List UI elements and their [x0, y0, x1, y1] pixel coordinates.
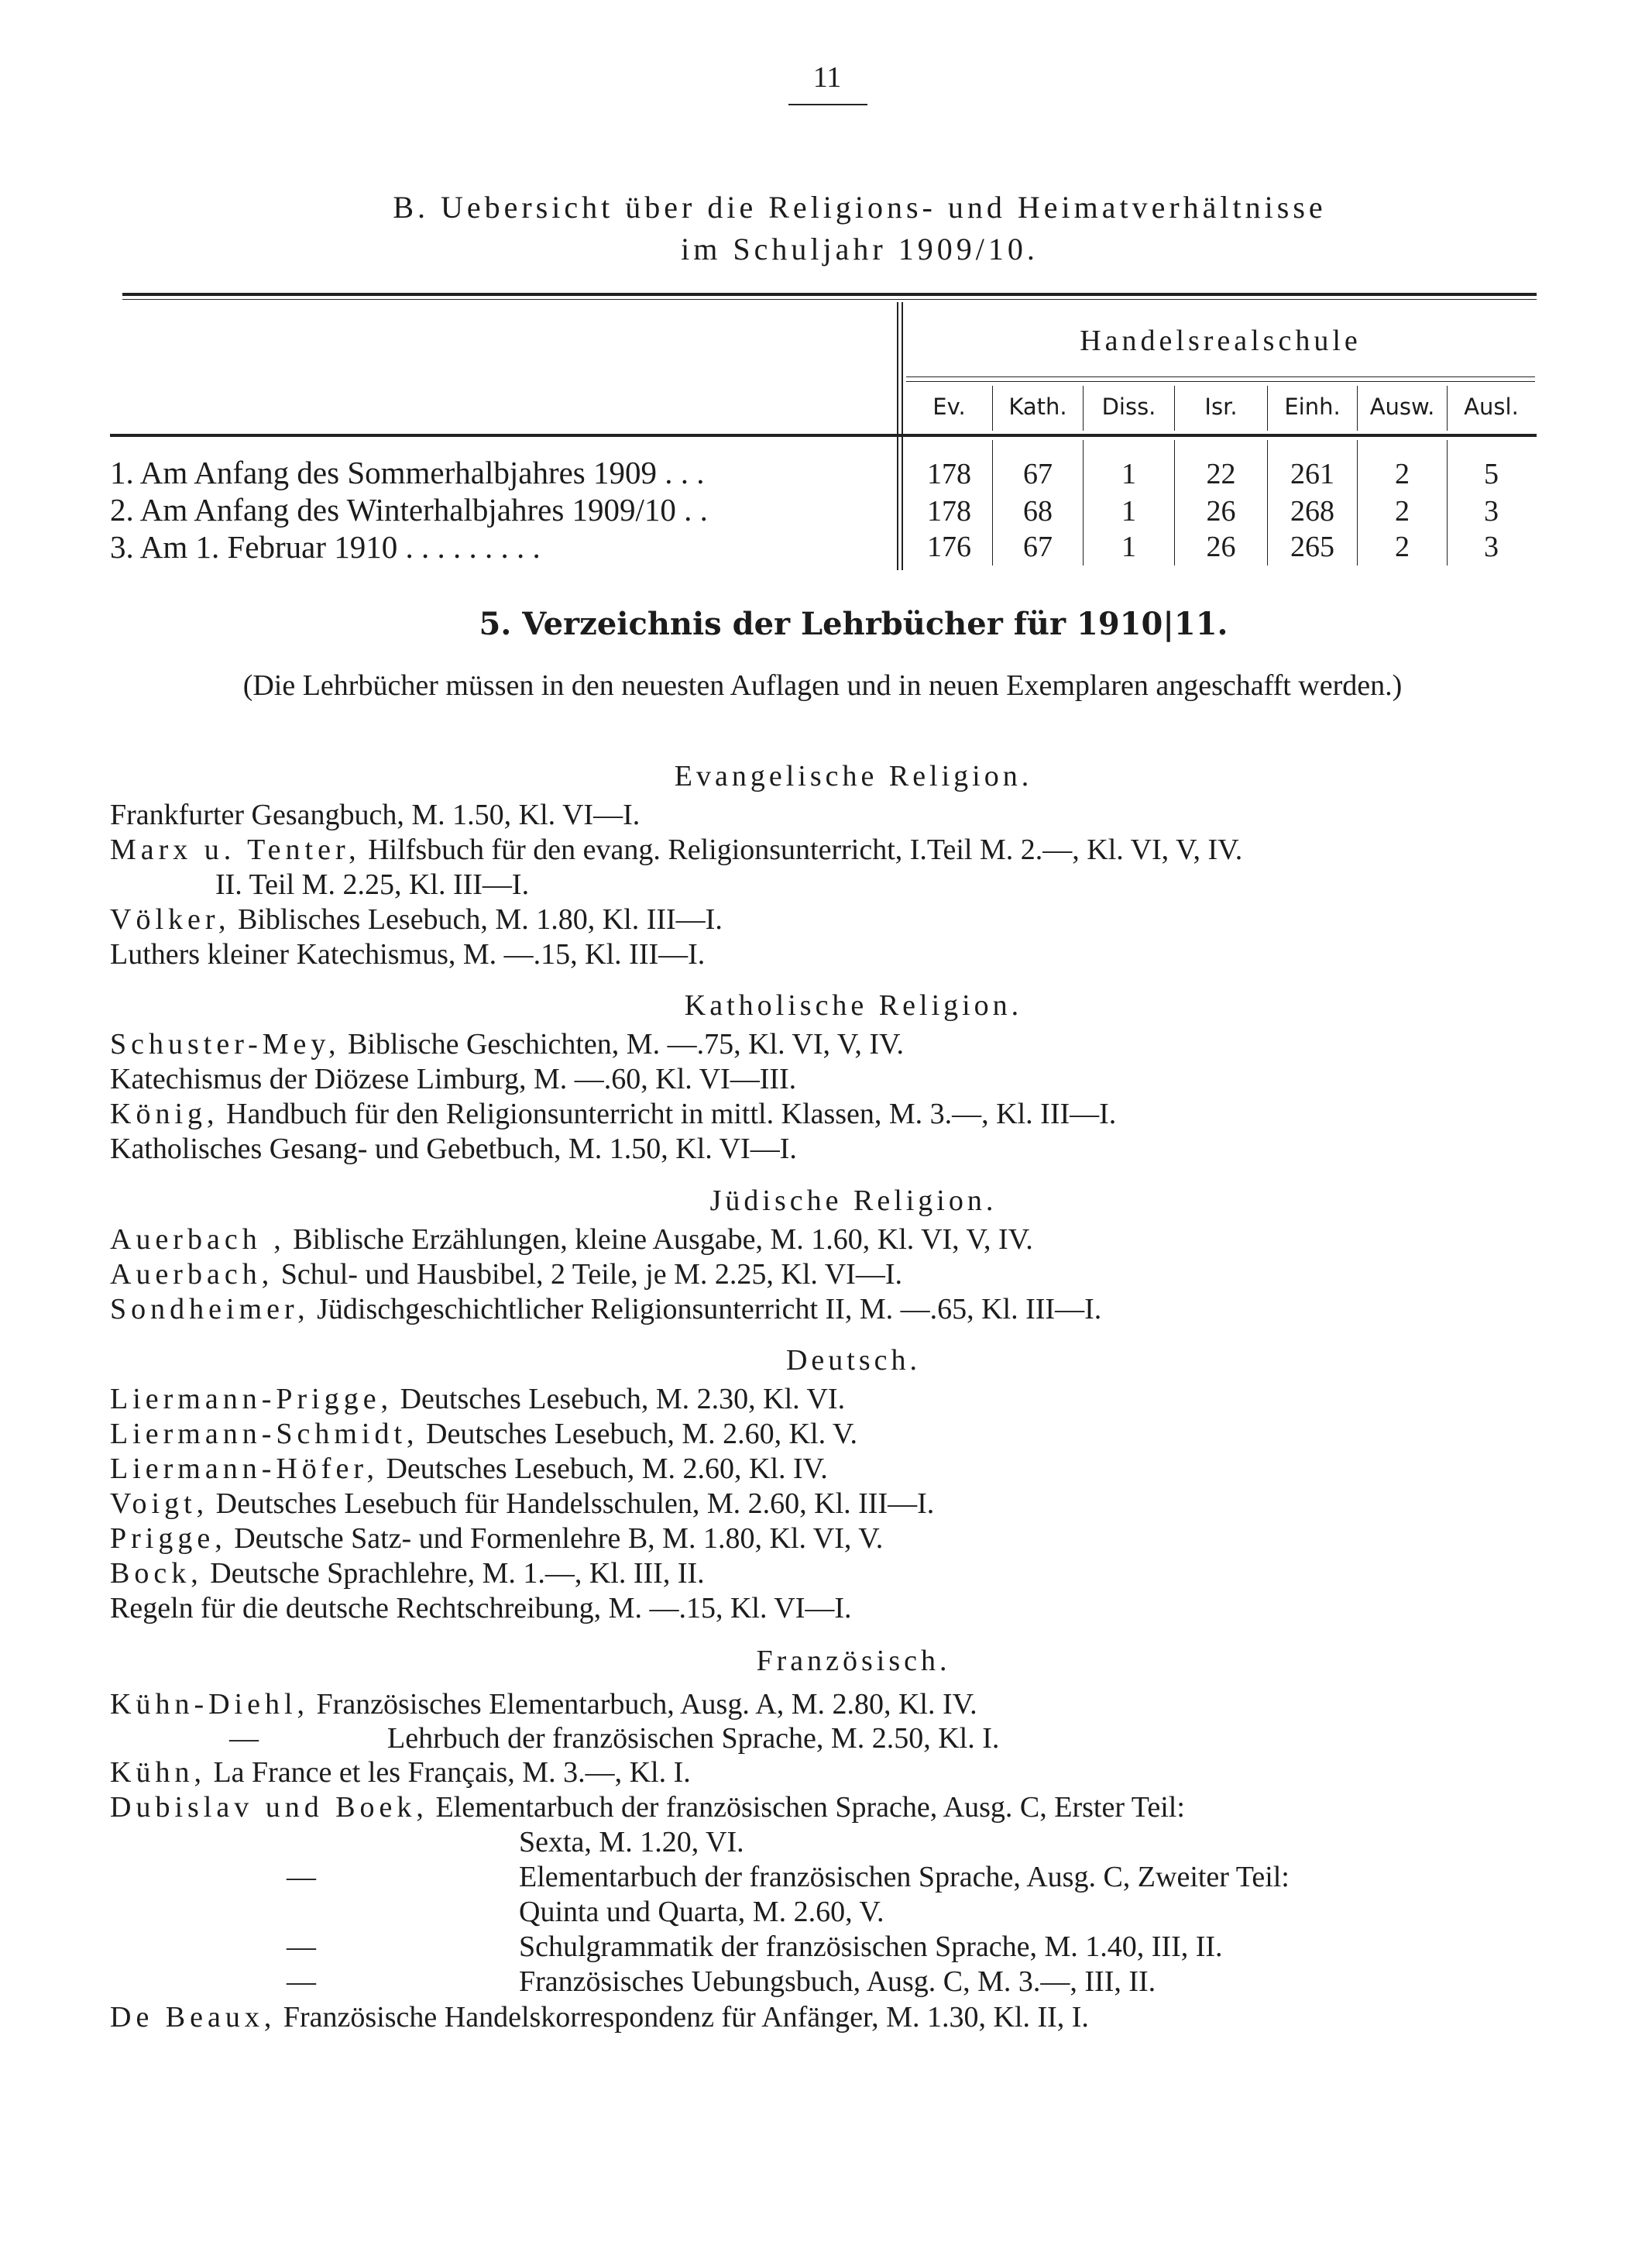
author-name: Kühn, [110, 1756, 206, 1789]
col-header-diss: Diss. [1101, 394, 1156, 420]
list-item: Elementarbuch der französischen Sprache, Ausg. C, Zweiter Teil: [519, 1861, 1290, 1893]
author-name: Sondheimer, [110, 1293, 310, 1325]
overview-heading-line1: B. Uebersicht über die Religions- und Heimatverhältnisse [393, 190, 1327, 225]
col-header-kath: Kath. [1008, 394, 1067, 420]
table-cell: 1 [1121, 531, 1136, 563]
table-top-rule [122, 293, 1537, 296]
list-item: Luthers kleiner Katechismus, M. —.15, Kl. III—I. [110, 938, 706, 971]
list-item: Auerbach, Schul- und Hausbibel, 2 Teile, je M. 2.25, Kl. VI—I. [110, 1258, 902, 1291]
list-item: Bock, Deutsche Sprachlehre, M. 1.—, Kl. III, II. [110, 1557, 705, 1590]
table-cell: 268 [1290, 495, 1334, 528]
list-item: König, Handbuch für den Religionsunterricht in mittl. Klassen, M. 3.—, Kl. III—I. [110, 1098, 1117, 1130]
list-item: Dubislav und Boek, Elementarbuch der französischen Sprache, Ausg. C, Erster Teil: [110, 1791, 1185, 1824]
author-name: Liermann-Höfer, [110, 1453, 379, 1485]
author-name: König, [110, 1098, 219, 1130]
author-name: Marx u. Tenter, [110, 834, 361, 866]
note: (Die Lehrbücher müssen in den neuesten Auflagen und in neuen Exemplaren angeschafft werden.) [242, 669, 1403, 702]
overview-heading-line2: im Schuljahr 1909/10. [681, 232, 1039, 266]
page-number-underline [788, 104, 867, 105]
table-cell: 178 [927, 495, 971, 528]
table-cell: 178 [927, 458, 971, 490]
author-name: Völker, [110, 903, 231, 936]
list-item: Katechismus der Diözese Limburg, M. —.60, Kl. VI—III. [110, 1063, 797, 1095]
table-cell: 1 [1121, 495, 1136, 528]
table-cell: 176 [927, 531, 971, 563]
table-group-header: Handelsrealschule [1080, 325, 1362, 357]
list-item: Liermann-Schmidt, Deutsches Lesebuch, M. 2.60, Kl. V. [110, 1418, 857, 1450]
author-name: Liermann-Schmidt, [110, 1418, 419, 1450]
table-cell: 22 [1206, 458, 1236, 490]
author-name: Auerbach, [110, 1258, 274, 1291]
list-item: II. Teil M. 2.25, Kl. III—I. [215, 868, 530, 901]
list-item: De Beaux, Französische Handelskorrespondenz für Anfänger, M. 1.30, Kl. II, I. [110, 2001, 1089, 2034]
author-name: Prigge, [110, 1522, 227, 1555]
list-item: Quinta und Quarta, M. 2.60, V. [519, 1896, 884, 1928]
list-item: Katholisches Gesang- und Gebetbuch, M. 1.50, Kl. VI—I. [110, 1133, 797, 1165]
table-cell: 1 [1121, 458, 1136, 490]
col-header-isr: Isr. [1204, 394, 1238, 420]
table-cell: 26 [1206, 495, 1236, 528]
table-cell: 3 [1484, 495, 1499, 528]
group-title-katholisch: Katholische Religion. [684, 989, 1023, 1022]
list-item: Sexta, M. 1.20, VI. [519, 1826, 744, 1858]
table-cell: 2 [1395, 458, 1410, 490]
list-item: Marx u. Tenter, Hilfsbuch für den evang. Religionsunterricht, I.Teil M. 2.—, Kl. VI, V, IV. [110, 834, 1243, 866]
col-header-ausl: Ausl. [1464, 394, 1519, 420]
list-item: Voigt, Deutsches Lesebuch für Handelsschulen, M. 2.60, Kl. III—I. [110, 1487, 935, 1520]
author-name: De Beaux, [110, 2001, 276, 2034]
table-row-label: 2. Am Anfang des Winterhalbjahres 1909/10 . . [110, 492, 708, 528]
list-item: Auerbach , Biblische Erzählungen, kleine Ausgabe, M. 1.60, Kl. VI, V, IV. [110, 1223, 1033, 1256]
col-header-ev: Ev. [932, 394, 966, 420]
table-cell: 2 [1395, 495, 1410, 528]
table-cell: 67 [1023, 458, 1053, 490]
table-cell: 68 [1023, 495, 1053, 528]
group-header-rule-2 [906, 381, 1535, 382]
page-number: 11 [812, 61, 842, 94]
table-cell: 265 [1290, 531, 1334, 563]
table-cell: 3 [1484, 531, 1499, 563]
list-item: Liermann-Prigge, Deutsches Lesebuch, M. 2.30, Kl. VI. [110, 1383, 846, 1415]
ditto-dash: — [287, 1930, 316, 1963]
author-name: Kühn-Diehl, [110, 1688, 310, 1721]
section-title: 5. Verzeichnis der Lehrbücher für 1910|11. [479, 606, 1228, 642]
col-header-einh: Einh. [1284, 394, 1341, 420]
group-title-deutsch: Deutsch. [785, 1344, 922, 1377]
list-item: Regeln für die deutsche Rechtschreibung, M. —.15, Kl. VI—I. [110, 1592, 852, 1624]
list-item: Frankfurter Gesangbuch, M. 1.50, Kl. VI—I. [110, 799, 641, 831]
table-cell: 26 [1206, 531, 1236, 563]
column-header-rule [110, 434, 1537, 437]
list-item: Liermann-Höfer, Deutsches Lesebuch, M. 2.60, Kl. IV. [110, 1453, 828, 1485]
author-name: Voigt, [110, 1487, 209, 1520]
list-item: Schulgrammatik der französischen Sprache, M. 1.40, III, II. [519, 1930, 1223, 1963]
author-name: Bock, [110, 1557, 203, 1590]
table-cell: 2 [1395, 531, 1410, 563]
list-item: Französisches Uebungsbuch, Ausg. C, M. 3.—, III, II. [519, 1965, 1156, 1998]
table-top-rule-thin [122, 299, 1537, 300]
list-item: Lehrbuch der französischen Sprache, M. 2.50, Kl. I. [387, 1722, 1000, 1755]
list-item: Kühn-Diehl, Französisches Elementarbuch, Ausg. A, M. 2.80, Kl. IV. [110, 1688, 977, 1721]
author-name: Schuster-Mey, [110, 1028, 341, 1061]
author-name: Dubislav und Boek, [110, 1791, 428, 1824]
list-item: Sondheimer, Jüdischgeschichtlicher Religionsunterricht II, M. —.65, Kl. III—I. [110, 1293, 1102, 1325]
table-cell: 5 [1484, 458, 1499, 490]
author-name: Auerbach , [110, 1223, 286, 1256]
col-header-ausw: Ausw. [1369, 394, 1435, 420]
table-cell: 67 [1023, 531, 1053, 563]
table-cell: 261 [1290, 458, 1334, 490]
ditto-dash: — [287, 1965, 316, 1998]
group-title-juedisch: Jüdische Religion. [709, 1184, 998, 1217]
list-item: Prigge, Deutsche Satz- und Formenlehre B, M. 1.80, Kl. VI, V. [110, 1522, 884, 1555]
group-title-evangelisch: Evangelische Religion. [674, 760, 1033, 792]
list-item: Kühn, La France et les Français, M. 3.—, Kl. I. [110, 1756, 691, 1789]
list-item: Schuster-Mey, Biblische Geschichten, M. —.75, Kl. VI, V, IV. [110, 1028, 905, 1061]
author-name: Liermann-Prigge, [110, 1383, 393, 1415]
ditto-dash: — [287, 1861, 316, 1893]
table-row-label: 1. Am Anfang des Sommerhalbjahres 1909 . . . [110, 455, 705, 490]
table-row-label: 3. Am 1. Februar 1910 . . . . . . . . . [110, 529, 541, 565]
group-title-franzoesisch: Französisch. [756, 1645, 951, 1677]
group-header-rule [906, 376, 1535, 377]
list-item: Völker, Biblisches Lesebuch, M. 1.80, Kl. III—I. [110, 903, 723, 936]
ditto-dash: — [229, 1722, 259, 1755]
